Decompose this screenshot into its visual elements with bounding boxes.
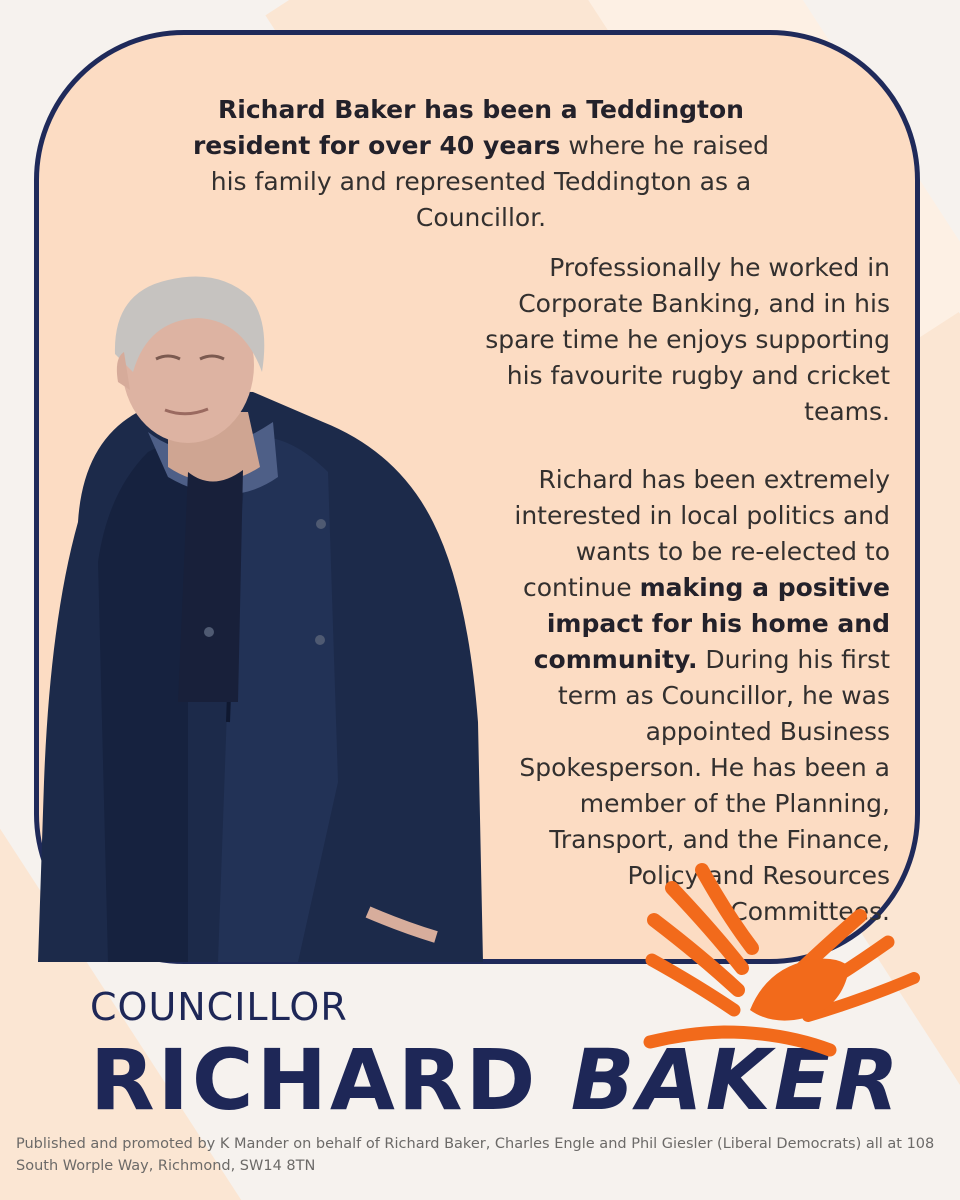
last-name: BAKER bbox=[570, 1031, 902, 1129]
role-label: COUNCILLOR bbox=[90, 985, 348, 1029]
liberal-democrats-bird-icon bbox=[632, 860, 932, 1060]
professional-paragraph: Professionally he worked in Corporate Banking, and in his spare time he enjoys supporting his favourite rugby and cricket teams. bbox=[485, 253, 890, 426]
intro-text: where he raised his family and represented Teddington as a Councillor. bbox=[210, 131, 770, 232]
imprint-text: Published and promoted by K Mander on behalf of Richard Baker, Charles Engle and Phil Giesler (Liberal Democrats) all at 108 South Worple Way, Richmond, SW14 8TN bbox=[16, 1136, 935, 1174]
politics-text-start: Richard has been extremely interested in local politics and wants to be re-elected to continue bbox=[514, 465, 890, 602]
intro-highlight: Richard Baker has been a Teddington resident for over 40 years bbox=[192, 95, 744, 160]
politics-text-end: During his first term as Councillor, he was appointed Business Spokesperson. He has been a member of the Planning, Transport, and the Finance, Policy and Resources Committees. bbox=[519, 645, 890, 926]
intro-paragraph bbox=[186, 92, 776, 236]
politics-highlight: making a positive impact for his home and community. bbox=[533, 573, 890, 674]
candidate-photo bbox=[38, 262, 483, 962]
first-name: RICHARD bbox=[90, 1031, 539, 1129]
